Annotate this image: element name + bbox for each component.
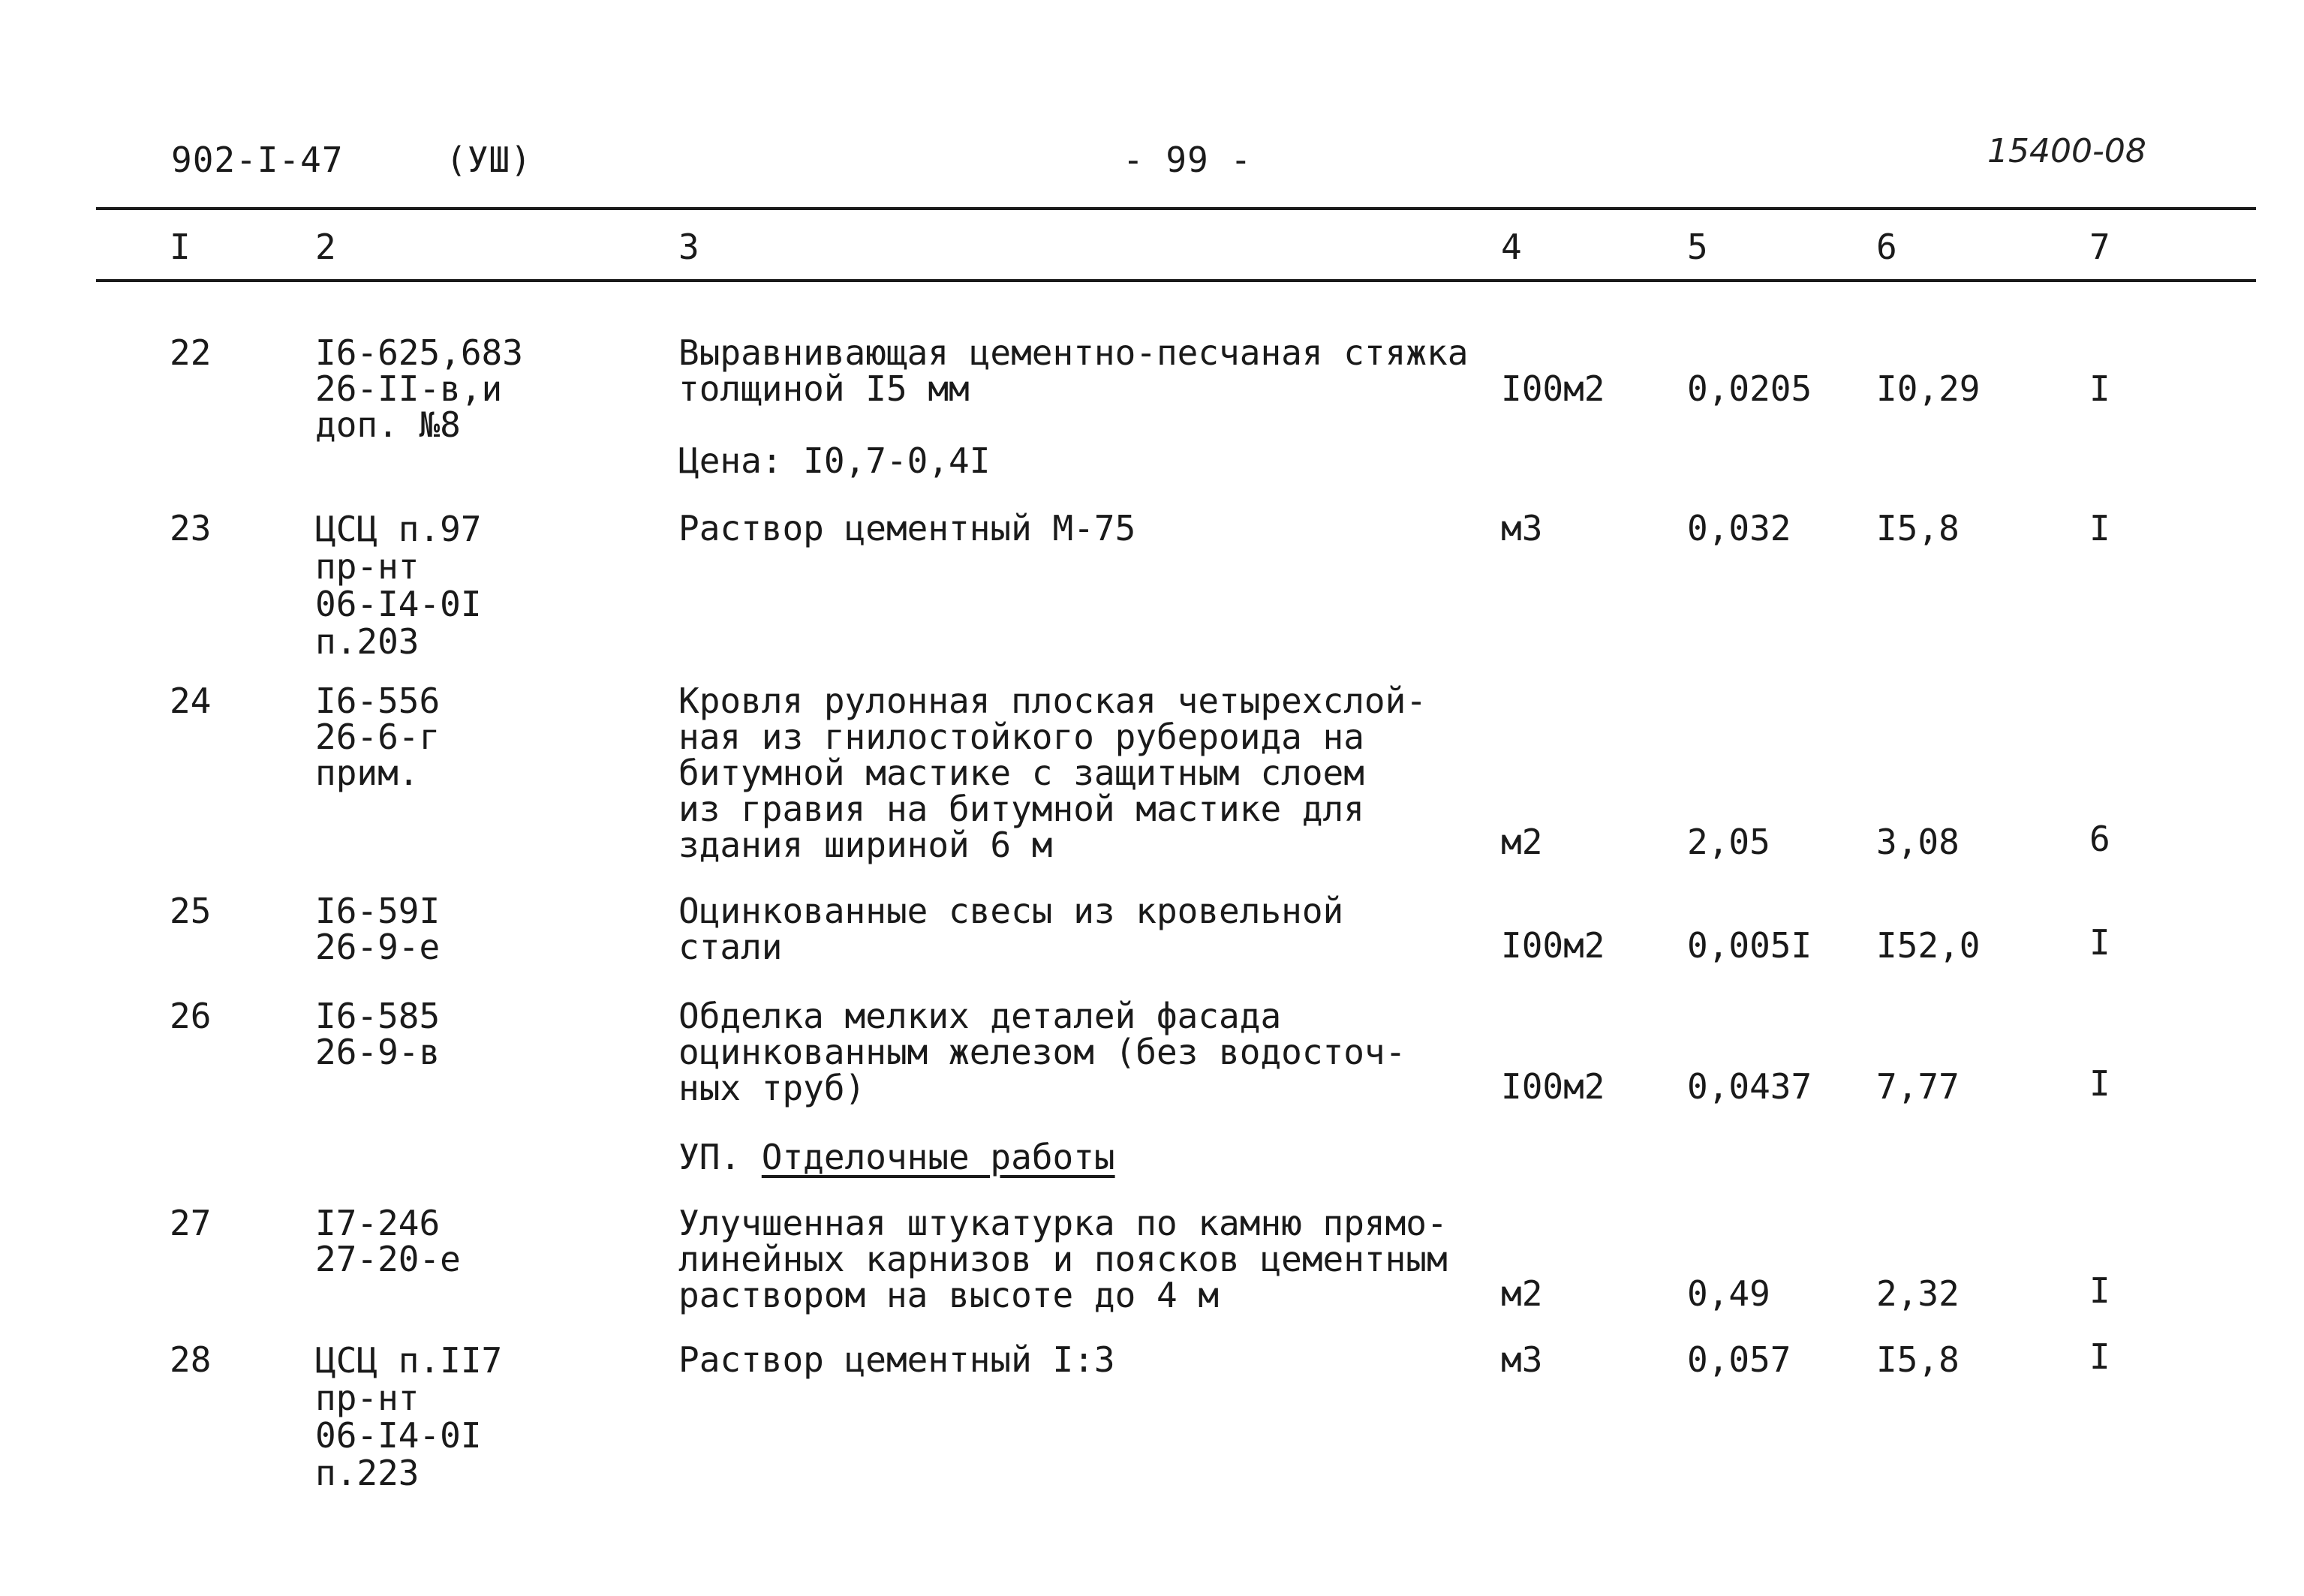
norm-code: I6-59I 26-9-е	[315, 891, 441, 967]
unit: м3	[1501, 508, 1543, 549]
col-header-4: 4	[1501, 227, 1522, 267]
col7-value: I	[2089, 1336, 2110, 1377]
norm-code: I7-246 27-20-е	[315, 1203, 461, 1279]
unit: I00м2	[1501, 925, 1605, 966]
col7-value: I	[2089, 508, 2110, 549]
work-description: Кровля рулонная плоская четырехслой- ная из гнилостойкого рубероида на битумной мастике с защитным слоем из гравия на битумной мастике для здания шириной 6 м	[678, 681, 1427, 865]
page-number: - 99 -	[1123, 140, 1253, 180]
col-header-2: 2	[315, 227, 336, 267]
col7-value: I	[2089, 922, 2110, 963]
col7-value: 6	[2089, 819, 2110, 859]
col-header-5: 5	[1687, 227, 1708, 267]
unit-price: I5,8	[1876, 1339, 1960, 1380]
unit: м2	[1501, 822, 1543, 862]
row-number: 27	[170, 1203, 212, 1243]
unit: I00м2	[1501, 1066, 1605, 1107]
col-header-1: I	[170, 227, 191, 267]
work-description: Раствор цементный I:3	[678, 1339, 1115, 1380]
unit-price: I52,0	[1876, 925, 1981, 966]
work-description: Оцинкованные свесы из кровельной стали	[678, 891, 1344, 967]
col-header-6: 6	[1876, 227, 1897, 267]
document-code: 902-I-47	[171, 140, 344, 180]
col-header-3: 3	[678, 227, 699, 267]
work-description: Раствор цементный М-75	[678, 508, 1136, 549]
norm-code: ЦСЦ п.II7 пр-нт 06-I4-0I п.223	[315, 1340, 503, 1493]
unit: м2	[1501, 1273, 1543, 1314]
col7-value: I	[2089, 368, 2110, 409]
row-number: 28	[170, 1339, 212, 1380]
unit-price: 7,77	[1876, 1066, 1960, 1107]
col7-value: I	[2089, 1270, 2110, 1311]
section-roman: УП.	[678, 1137, 741, 1177]
norm-code: ЦСЦ п.97 пр-нт 06-I4-0I п.203	[315, 509, 482, 662]
unit-price: I0,29	[1876, 368, 1981, 409]
unit-price: 2,32	[1876, 1273, 1960, 1314]
row-number: 23	[170, 508, 212, 549]
section-heading	[678, 1139, 1115, 1175]
quantity: 0,032	[1687, 508, 1791, 549]
quantity: 0,0437	[1687, 1066, 1812, 1107]
unit: I00м2	[1501, 368, 1605, 409]
norm-code: I6-585 26-9-в	[315, 996, 441, 1072]
quantity: 0,005I	[1687, 925, 1812, 966]
price-note: Цена: I0,7-0,4I	[678, 440, 991, 481]
header-rule	[96, 279, 2256, 282]
unit-price: 3,08	[1876, 822, 1960, 862]
work-description: Обделка мелких деталей фасада оцинкованным железом (без водосточ- ных труб)	[678, 996, 1406, 1108]
quantity: 2,05	[1687, 822, 1770, 862]
document-stamp: 15400-08	[1987, 132, 2146, 170]
norm-code: I6-556 26-6-г прим.	[315, 681, 441, 793]
row-number: 26	[170, 996, 212, 1036]
row-number: 25	[170, 891, 212, 931]
col-header-7: 7	[2089, 227, 2110, 267]
unit: м3	[1501, 1339, 1543, 1380]
col7-value: I	[2089, 1063, 2110, 1104]
section-title: Отделочные работы	[761, 1137, 1115, 1177]
row-number: 22	[170, 332, 212, 373]
top-rule	[96, 207, 2256, 210]
row-number: 24	[170, 681, 212, 721]
work-description: Улучшенная штукатурка по камню прямо- линейных карнизов и поясков цементным раствором на высоте до 4 м	[678, 1203, 1448, 1315]
unit-price: I5,8	[1876, 508, 1960, 549]
quantity: 0,057	[1687, 1339, 1791, 1380]
quantity: 0,49	[1687, 1273, 1770, 1314]
section-label: (УШ)	[446, 140, 532, 180]
norm-code: I6-625,683 26-II-в,и доп. №8	[315, 332, 523, 445]
quantity: 0,0205	[1687, 368, 1812, 409]
work-description: Выравнивающая цементно-песчаная стяжка толщиной I5 мм	[678, 332, 1469, 409]
